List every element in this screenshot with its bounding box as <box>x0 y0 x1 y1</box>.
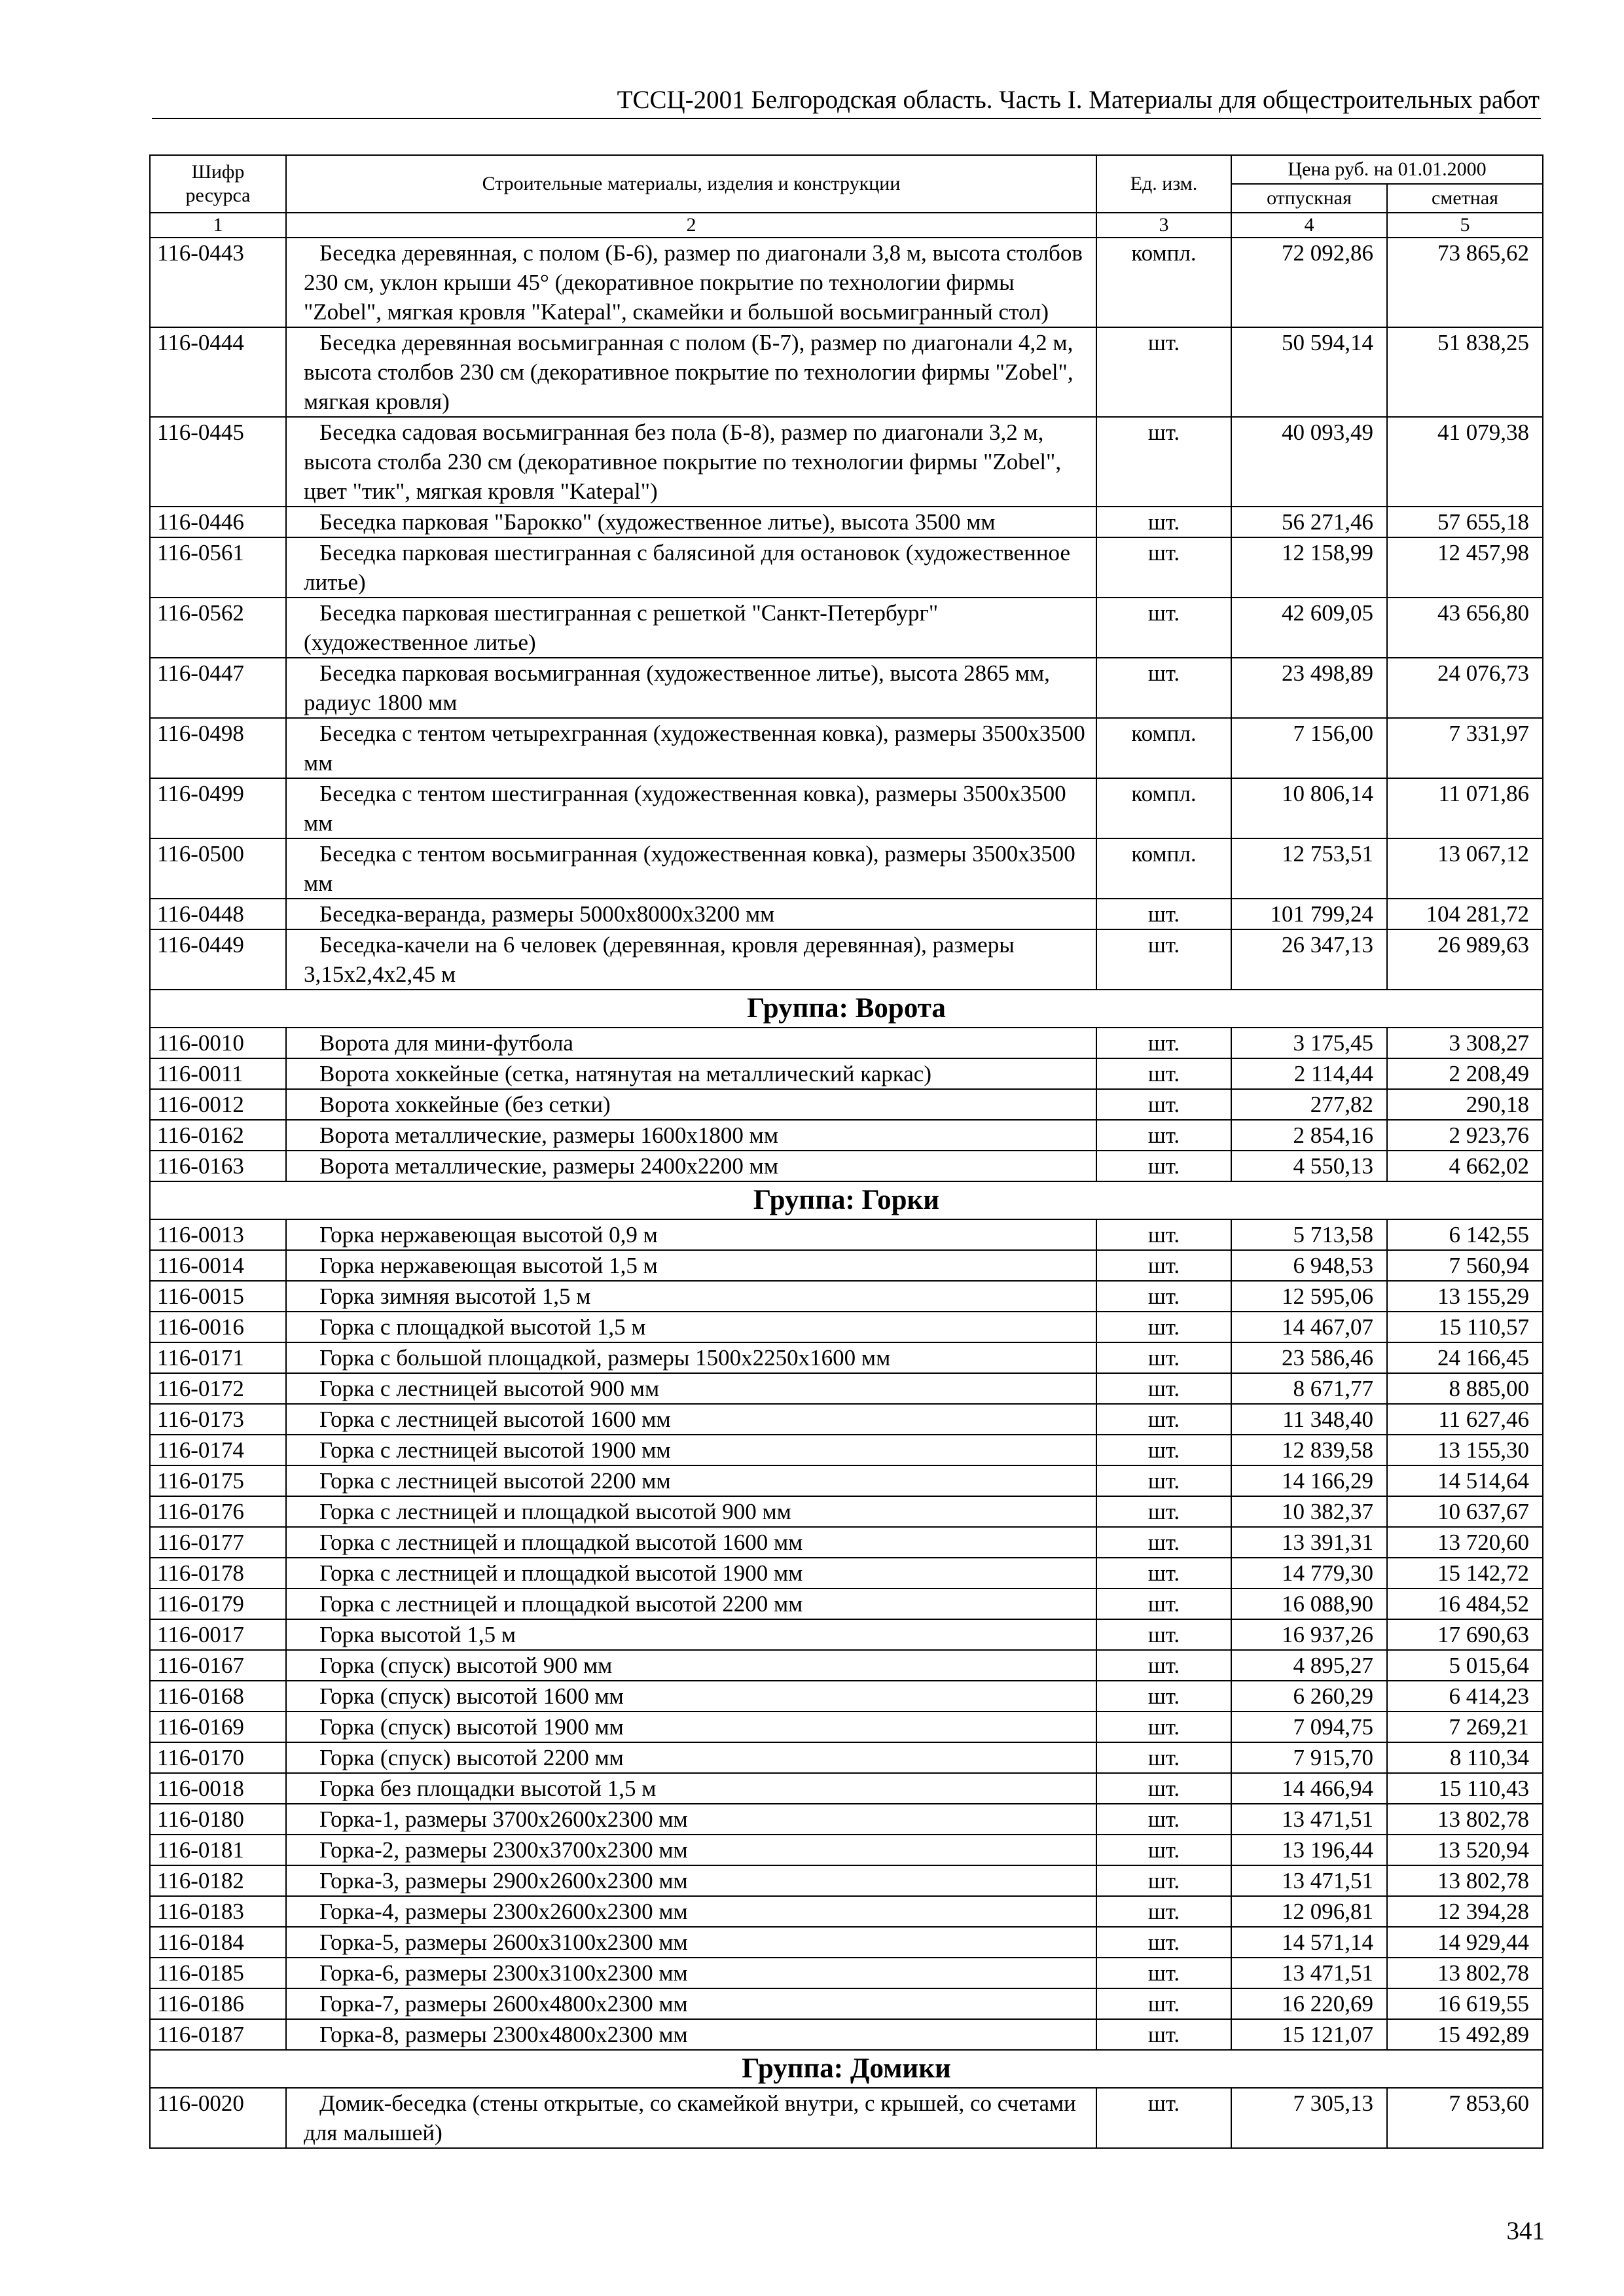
resource-code-cell: 116-0010 <box>150 1028 286 1058</box>
group-heading: Группа: Горки <box>150 1181 1543 1219</box>
release-price-cell: 14 466,94 <box>1231 1773 1387 1804</box>
col-number-1: 1 <box>150 213 286 238</box>
material-name-cell: Беседка парковая шестигранная с балясиной для остановок (художественное литье) <box>286 537 1096 598</box>
table-row <box>150 2088 1543 2148</box>
release-price-cell: 14 467,07 <box>1231 1312 1387 1342</box>
unit-cell: шт. <box>1096 2019 1231 2050</box>
resource-code-cell: 116-0499 <box>150 778 286 838</box>
table-row <box>150 1028 1543 1058</box>
table-row <box>150 1958 1543 1988</box>
material-name-cell: Беседка парковая шестигранная с решеткой "Санкт-Петербург" (художественное литье) <box>286 598 1096 658</box>
unit-cell: шт. <box>1096 1342 1231 1373</box>
unit-cell: шт. <box>1096 1281 1231 1312</box>
material-name-cell: Горка с лестницей высотой 900 мм <box>286 1373 1096 1404</box>
table-row <box>150 1250 1543 1281</box>
table-row <box>150 1712 1543 1742</box>
resource-code-cell: 116-0186 <box>150 1988 286 2019</box>
release-price-cell: 6 948,53 <box>1231 1250 1387 1281</box>
estimate-price-cell: 11 071,86 <box>1387 778 1543 838</box>
release-price-cell: 13 471,51 <box>1231 1958 1387 1988</box>
estimate-price-cell: 7 331,97 <box>1387 718 1543 778</box>
material-name-cell: Беседка деревянная, с полом (Б-6), размер по диагонали 3,8 м, высота столбов 230 см, уклон крыши 45° (декоративное покрытие по технологии фирмы "Zobel", мягкая кровля "Katepal", скамейки и большой восьмигранный стол) <box>286 238 1096 327</box>
table-row <box>150 1151 1543 1181</box>
estimate-price-cell: 16 619,55 <box>1387 1988 1543 2019</box>
material-name-cell: Горка с лестницей и площадкой высотой 2200 мм <box>286 1588 1096 1619</box>
col-number-5: 5 <box>1387 213 1543 238</box>
table-row <box>150 1465 1543 1496</box>
unit-cell: шт. <box>1096 1089 1231 1120</box>
unit-cell: шт. <box>1096 1958 1231 1988</box>
estimate-price-cell: 13 155,30 <box>1387 1435 1543 1465</box>
release-price-cell: 26 347,13 <box>1231 929 1387 990</box>
estimate-price-cell: 3 308,27 <box>1387 1028 1543 1058</box>
table-row <box>150 1988 1543 2019</box>
resource-code-cell: 116-0562 <box>150 598 286 658</box>
table-row <box>150 718 1543 778</box>
table-row <box>150 1342 1543 1373</box>
unit-cell: шт. <box>1096 507 1231 537</box>
release-price-cell: 3 175,45 <box>1231 1028 1387 1058</box>
material-name-cell: Беседка парковая восьмигранная (художественное литье), высота 2865 мм, радиус 1800 мм <box>286 658 1096 718</box>
release-price-cell: 14 166,29 <box>1231 1465 1387 1496</box>
resource-code-cell: 116-0445 <box>150 417 286 507</box>
table-row <box>150 1927 1543 1958</box>
estimate-price-cell: 12 394,28 <box>1387 1896 1543 1927</box>
estimate-price-cell: 11 627,46 <box>1387 1404 1543 1435</box>
material-name-cell: Ворота металлические, размеры 1600х1800 мм <box>286 1120 1096 1151</box>
material-name-cell: Горка-1, размеры 3700х2600х2300 мм <box>286 1804 1096 1835</box>
unit-cell: шт. <box>1096 1804 1231 1835</box>
estimate-price-cell: 5 015,64 <box>1387 1650 1543 1681</box>
estimate-price-cell: 2 923,76 <box>1387 1120 1543 1151</box>
release-price-cell: 10 382,37 <box>1231 1496 1387 1527</box>
material-name-cell: Горка (спуск) высотой 1600 мм <box>286 1681 1096 1712</box>
release-price-cell: 2 854,16 <box>1231 1120 1387 1151</box>
col-header-price-release: отпускная <box>1231 184 1387 213</box>
table-row <box>150 1435 1543 1465</box>
resource-code-cell: 116-0168 <box>150 1681 286 1712</box>
unit-cell: шт. <box>1096 1373 1231 1404</box>
release-price-cell: 101 799,24 <box>1231 899 1387 929</box>
estimate-price-cell: 15 110,57 <box>1387 1312 1543 1342</box>
table-row <box>150 778 1543 838</box>
table-row <box>150 1681 1543 1712</box>
group-heading-row <box>150 1181 1543 1219</box>
release-price-cell: 16 088,90 <box>1231 1588 1387 1619</box>
material-name-cell: Горка с лестницей высотой 1900 мм <box>286 1435 1096 1465</box>
resource-code-cell: 116-0015 <box>150 1281 286 1312</box>
resource-code-cell: 116-0175 <box>150 1465 286 1496</box>
table-row <box>150 417 1543 507</box>
resource-code-cell: 116-0500 <box>150 838 286 899</box>
unit-cell: шт. <box>1096 1558 1231 1588</box>
release-price-cell: 12 753,51 <box>1231 838 1387 899</box>
estimate-price-cell: 14 929,44 <box>1387 1927 1543 1958</box>
resource-code-cell: 116-0561 <box>150 537 286 598</box>
unit-cell: шт. <box>1096 327 1231 417</box>
material-name-cell: Горка (спуск) высотой 1900 мм <box>286 1712 1096 1742</box>
release-price-cell: 14 779,30 <box>1231 1558 1387 1588</box>
unit-cell: компл. <box>1096 838 1231 899</box>
estimate-price-cell: 7 269,21 <box>1387 1712 1543 1742</box>
estimate-price-cell: 16 484,52 <box>1387 1588 1543 1619</box>
estimate-price-cell: 13 520,94 <box>1387 1835 1543 1865</box>
release-price-cell: 42 609,05 <box>1231 598 1387 658</box>
table-row <box>150 327 1543 417</box>
table-row <box>150 1742 1543 1773</box>
table-row <box>150 537 1543 598</box>
release-price-cell: 7 915,70 <box>1231 1742 1387 1773</box>
release-price-cell: 12 096,81 <box>1231 1896 1387 1927</box>
table-header <box>150 155 1543 238</box>
release-price-cell: 12 839,58 <box>1231 1435 1387 1465</box>
estimate-price-cell: 41 079,38 <box>1387 417 1543 507</box>
release-price-cell: 7 305,13 <box>1231 2088 1387 2148</box>
material-name-cell: Горка-3, размеры 2900х2600х2300 мм <box>286 1865 1096 1896</box>
unit-cell: шт. <box>1096 1712 1231 1742</box>
release-price-cell: 72 092,86 <box>1231 238 1387 327</box>
unit-cell: шт. <box>1096 1250 1231 1281</box>
material-name-cell: Горка (спуск) высотой 900 мм <box>286 1650 1096 1681</box>
resource-code-cell: 116-0163 <box>150 1151 286 1181</box>
unit-cell: шт. <box>1096 1773 1231 1804</box>
estimate-price-cell: 6 414,23 <box>1387 1681 1543 1712</box>
estimate-price-cell: 2 208,49 <box>1387 1058 1543 1089</box>
material-name-cell: Горка-4, размеры 2300х2600х2300 мм <box>286 1896 1096 1927</box>
material-name-cell: Горка-6, размеры 2300х3100х2300 мм <box>286 1958 1096 1988</box>
unit-cell: компл. <box>1096 718 1231 778</box>
table-row <box>150 1058 1543 1089</box>
release-price-cell: 10 806,14 <box>1231 778 1387 838</box>
header-divider <box>152 118 1541 119</box>
table-row <box>150 929 1543 990</box>
table-row <box>150 598 1543 658</box>
table-row <box>150 1865 1543 1896</box>
material-name-cell: Горка без площадки высотой 1,5 м <box>286 1773 1096 1804</box>
resource-code-cell: 116-0177 <box>150 1527 286 1558</box>
estimate-price-cell: 24 076,73 <box>1387 658 1543 718</box>
estimate-price-cell: 73 865,62 <box>1387 238 1543 327</box>
unit-cell: компл. <box>1096 778 1231 838</box>
release-price-cell: 23 586,46 <box>1231 1342 1387 1373</box>
table-row <box>150 1089 1543 1120</box>
resource-code-cell: 116-0180 <box>150 1804 286 1835</box>
estimate-price-cell: 12 457,98 <box>1387 537 1543 598</box>
unit-cell: шт. <box>1096 1496 1231 1527</box>
resource-code-cell: 116-0016 <box>150 1312 286 1342</box>
estimate-price-cell: 13 155,29 <box>1387 1281 1543 1312</box>
col-number-4: 4 <box>1231 213 1387 238</box>
material-name-cell: Горка нержавеющая высотой 1,5 м <box>286 1250 1096 1281</box>
estimate-price-cell: 8 885,00 <box>1387 1373 1543 1404</box>
resource-code-cell: 116-0448 <box>150 899 286 929</box>
material-name-cell: Беседка-качели на 6 человек (деревянная, кровля деревянная), размеры 3,15х2,4х2,45 м <box>286 929 1096 990</box>
release-price-cell: 12 595,06 <box>1231 1281 1387 1312</box>
estimate-price-cell: 15 142,72 <box>1387 1558 1543 1588</box>
unit-cell: шт. <box>1096 1742 1231 1773</box>
material-name-cell: Беседка с тентом четырехгранная (художественная ковка), размеры 3500х3500 мм <box>286 718 1096 778</box>
estimate-price-cell: 13 720,60 <box>1387 1527 1543 1558</box>
material-name-cell: Беседка парковая "Барокко" (художественное литье), высота 3500 мм <box>286 507 1096 537</box>
release-price-cell: 4 550,13 <box>1231 1151 1387 1181</box>
table-row <box>150 1835 1543 1865</box>
table-row <box>150 1619 1543 1650</box>
material-name-cell: Горка зимняя высотой 1,5 м <box>286 1281 1096 1312</box>
table-row <box>150 1312 1543 1342</box>
unit-cell: шт. <box>1096 598 1231 658</box>
material-name-cell: Горка-7, размеры 2600х4800х2300 мм <box>286 1988 1096 2019</box>
unit-cell: шт. <box>1096 1865 1231 1896</box>
estimate-price-cell: 13 802,78 <box>1387 1865 1543 1896</box>
resource-code-cell: 116-0449 <box>150 929 286 990</box>
release-price-cell: 13 471,51 <box>1231 1804 1387 1835</box>
release-price-cell: 7 156,00 <box>1231 718 1387 778</box>
release-price-cell: 23 498,89 <box>1231 658 1387 718</box>
release-price-cell: 16 220,69 <box>1231 1988 1387 2019</box>
group-heading: Группа: Ворота <box>150 990 1543 1028</box>
estimate-price-cell: 13 067,12 <box>1387 838 1543 899</box>
resource-code-cell: 116-0446 <box>150 507 286 537</box>
estimate-price-cell: 26 989,63 <box>1387 929 1543 990</box>
material-name-cell: Горка с лестницей высотой 2200 мм <box>286 1465 1096 1496</box>
release-price-cell: 7 094,75 <box>1231 1712 1387 1742</box>
table-row <box>150 1404 1543 1435</box>
table-row <box>150 1896 1543 1927</box>
release-price-cell: 6 260,29 <box>1231 1681 1387 1712</box>
material-name-cell: Горка нержавеющая высотой 0,9 м <box>286 1219 1096 1250</box>
unit-cell: шт. <box>1096 1151 1231 1181</box>
group-heading-row <box>150 990 1543 1028</box>
resource-code-cell: 116-0174 <box>150 1435 286 1465</box>
release-price-cell: 56 271,46 <box>1231 507 1387 537</box>
price-table <box>149 154 1543 2149</box>
release-price-cell: 50 594,14 <box>1231 327 1387 417</box>
col-number-2: 2 <box>286 213 1096 238</box>
unit-cell: шт. <box>1096 1681 1231 1712</box>
resource-code-cell: 116-0181 <box>150 1835 286 1865</box>
unit-cell: шт. <box>1096 1028 1231 1058</box>
resource-code-cell: 116-0185 <box>150 1958 286 1988</box>
material-name-cell: Беседка с тентом восьмигранная (художественная ковка), размеры 3500х3500 мм <box>286 838 1096 899</box>
col-number-3: 3 <box>1096 213 1231 238</box>
unit-cell: компл. <box>1096 238 1231 327</box>
unit-cell: шт. <box>1096 1835 1231 1865</box>
material-name-cell: Горка-5, размеры 2600х3100х2300 мм <box>286 1927 1096 1958</box>
unit-cell: шт. <box>1096 1058 1231 1089</box>
unit-cell: шт. <box>1096 1527 1231 1558</box>
estimate-price-cell: 8 110,34 <box>1387 1742 1543 1773</box>
unit-cell: шт. <box>1096 1927 1231 1958</box>
table-row <box>150 1773 1543 1804</box>
estimate-price-cell: 7 853,60 <box>1387 2088 1543 2148</box>
material-name-cell: Горка-8, размеры 2300х4800х2300 мм <box>286 2019 1096 2050</box>
resource-code-cell: 116-0498 <box>150 718 286 778</box>
resource-code-cell: 116-0179 <box>150 1588 286 1619</box>
resource-code-cell: 116-0178 <box>150 1558 286 1588</box>
estimate-price-cell: 104 281,72 <box>1387 899 1543 929</box>
unit-cell: шт. <box>1096 1312 1231 1342</box>
estimate-price-cell: 14 514,64 <box>1387 1465 1543 1496</box>
estimate-price-cell: 17 690,63 <box>1387 1619 1543 1650</box>
unit-cell: шт. <box>1096 658 1231 718</box>
material-name-cell: Горка с лестницей и площадкой высотой 1900 мм <box>286 1558 1096 1588</box>
material-name-cell: Горка (спуск) высотой 2200 мм <box>286 1742 1096 1773</box>
material-name-cell: Горка с большой площадкой, размеры 1500х2250х1600 мм <box>286 1342 1096 1373</box>
release-price-cell: 40 093,49 <box>1231 417 1387 507</box>
release-price-cell: 8 671,77 <box>1231 1373 1387 1404</box>
unit-cell: шт. <box>1096 2088 1231 2148</box>
resource-code-cell: 116-0012 <box>150 1089 286 1120</box>
resource-code-cell: 116-0013 <box>150 1219 286 1250</box>
estimate-price-cell: 51 838,25 <box>1387 327 1543 417</box>
unit-cell: шт. <box>1096 899 1231 929</box>
unit-cell: шт. <box>1096 1435 1231 1465</box>
release-price-cell: 14 571,14 <box>1231 1927 1387 1958</box>
table-row <box>150 658 1543 718</box>
resource-code-cell: 116-0167 <box>150 1650 286 1681</box>
resource-code-cell: 116-0017 <box>150 1619 286 1650</box>
material-name-cell: Беседка с тентом шестигранная (художественная ковка), размеры 3500х3500 мм <box>286 778 1096 838</box>
material-name-cell: Ворота хоккейные (сетка, натянутая на металлический каркас) <box>286 1058 1096 1089</box>
resource-code-cell: 116-0171 <box>150 1342 286 1373</box>
estimate-price-cell: 13 802,78 <box>1387 1804 1543 1835</box>
unit-cell: шт. <box>1096 1404 1231 1435</box>
table-row <box>150 1588 1543 1619</box>
estimate-price-cell: 4 662,02 <box>1387 1151 1543 1181</box>
table-row <box>150 1373 1543 1404</box>
group-heading-row <box>150 2050 1543 2088</box>
table-row <box>150 238 1543 327</box>
resource-code-cell: 116-0170 <box>150 1742 286 1773</box>
unit-cell: шт. <box>1096 1896 1231 1927</box>
release-price-cell: 12 158,99 <box>1231 537 1387 598</box>
material-name-cell: Горка высотой 1,5 м <box>286 1619 1096 1650</box>
table-row <box>150 1281 1543 1312</box>
col-header-price-estimate: сметная <box>1387 184 1543 213</box>
table-row <box>150 2019 1543 2050</box>
material-name-cell: Беседка-веранда, размеры 5000х8000х3200 мм <box>286 899 1096 929</box>
material-name-cell: Ворота для мини-футбола <box>286 1028 1096 1058</box>
resource-code-cell: 116-0443 <box>150 238 286 327</box>
estimate-price-cell: 6 142,55 <box>1387 1219 1543 1250</box>
unit-cell: шт. <box>1096 1219 1231 1250</box>
resource-code-cell: 116-0011 <box>150 1058 286 1089</box>
resource-code-cell: 116-0173 <box>150 1404 286 1435</box>
table-row <box>150 1558 1543 1588</box>
material-name-cell: Горка с площадкой высотой 1,5 м <box>286 1312 1096 1342</box>
estimate-price-cell: 290,18 <box>1387 1089 1543 1120</box>
material-name-cell: Ворота хоккейные (без сетки) <box>286 1089 1096 1120</box>
release-price-cell: 2 114,44 <box>1231 1058 1387 1089</box>
col-header-price-group: Цена руб. на 01.01.2000 <box>1231 155 1543 184</box>
unit-cell: шт. <box>1096 1988 1231 2019</box>
estimate-price-cell: 15 110,43 <box>1387 1773 1543 1804</box>
estimate-price-cell: 43 656,80 <box>1387 598 1543 658</box>
resource-code-cell: 116-0184 <box>150 1927 286 1958</box>
table-row <box>150 1804 1543 1835</box>
resource-code-cell: 116-0162 <box>150 1120 286 1151</box>
unit-cell: шт. <box>1096 1619 1231 1650</box>
table-row <box>150 1496 1543 1527</box>
material-name-cell: Беседка деревянная восьмигранная с полом (Б-7), размер по диагонали 4,2 м, высота столбов 230 см (декоративное покрытие по технологии фирмы "Zobel", мягкая кровля) <box>286 327 1096 417</box>
material-name-cell: Горка-2, размеры 2300х3700х2300 мм <box>286 1835 1096 1865</box>
release-price-cell: 13 196,44 <box>1231 1835 1387 1865</box>
unit-cell: шт. <box>1096 1465 1231 1496</box>
resource-code-cell: 116-0182 <box>150 1865 286 1896</box>
material-name-cell: Горка с лестницей высотой 1600 мм <box>286 1404 1096 1435</box>
resource-code-cell: 116-0176 <box>150 1496 286 1527</box>
table-row <box>150 1650 1543 1681</box>
table-row <box>150 1219 1543 1250</box>
estimate-price-cell: 15 492,89 <box>1387 2019 1543 2050</box>
release-price-cell: 13 391,31 <box>1231 1527 1387 1558</box>
unit-cell: шт. <box>1096 1120 1231 1151</box>
group-heading: Группа: Домики <box>150 2050 1543 2088</box>
table-row <box>150 1120 1543 1151</box>
material-name-cell: Ворота металлические, размеры 2400х2200 мм <box>286 1151 1096 1181</box>
material-name-cell: Беседка садовая восьмигранная без пола (Б-8), размер по диагонали 3,2 м, высота столба 230 см (декоративное покрытие по технологии фирмы "Zobel", цвет "тик", мягкая кровля "Katepal") <box>286 417 1096 507</box>
estimate-price-cell: 13 802,78 <box>1387 1958 1543 1988</box>
col-header-unit: Ед. изм. <box>1096 155 1231 213</box>
unit-cell: шт. <box>1096 929 1231 990</box>
resource-code-cell: 116-0447 <box>150 658 286 718</box>
unit-cell: шт. <box>1096 1650 1231 1681</box>
resource-code-cell: 116-0187 <box>150 2019 286 2050</box>
release-price-cell: 5 713,58 <box>1231 1219 1387 1250</box>
release-price-cell: 13 471,51 <box>1231 1865 1387 1896</box>
resource-code-cell: 116-0169 <box>150 1712 286 1742</box>
resource-code-cell: 116-0014 <box>150 1250 286 1281</box>
unit-cell: шт. <box>1096 417 1231 507</box>
resource-code-cell: 116-0172 <box>150 1373 286 1404</box>
page-number: 341 <box>1506 2217 1545 2245</box>
material-name-cell: Горка с лестницей и площадкой высотой 1600 мм <box>286 1527 1096 1558</box>
estimate-price-cell: 7 560,94 <box>1387 1250 1543 1281</box>
resource-code-cell: 116-0018 <box>150 1773 286 1804</box>
release-price-cell: 11 348,40 <box>1231 1404 1387 1435</box>
release-price-cell: 4 895,27 <box>1231 1650 1387 1681</box>
resource-code-cell: 116-0444 <box>150 327 286 417</box>
col-header-code: Шифр ресурса <box>150 155 286 213</box>
estimate-price-cell: 10 637,67 <box>1387 1496 1543 1527</box>
table-body <box>150 238 1543 2148</box>
material-name-cell: Горка с лестницей и площадкой высотой 900 мм <box>286 1496 1096 1527</box>
release-price-cell: 277,82 <box>1231 1089 1387 1120</box>
unit-cell: шт. <box>1096 1588 1231 1619</box>
table-row <box>150 507 1543 537</box>
unit-cell: шт. <box>1096 537 1231 598</box>
release-price-cell: 16 937,26 <box>1231 1619 1387 1650</box>
estimate-price-cell: 24 166,45 <box>1387 1342 1543 1373</box>
col-header-name: Строительные материалы, изделия и конструкции <box>286 155 1096 213</box>
table-row <box>150 899 1543 929</box>
release-price-cell: 15 121,07 <box>1231 2019 1387 2050</box>
table-row <box>150 1527 1543 1558</box>
resource-code-cell: 116-0183 <box>150 1896 286 1927</box>
estimate-price-cell: 57 655,18 <box>1387 507 1543 537</box>
table-row <box>150 838 1543 899</box>
page-header-title: ТССЦ-2001 Белгородская область. Часть I. Материалы для общестроительных работ <box>617 86 1540 114</box>
resource-code-cell: 116-0020 <box>150 2088 286 2148</box>
material-name-cell: Домик-беседка (стены открытые, со скамейкой внутри, с крышей, со счетами для малышей) <box>286 2088 1096 2148</box>
